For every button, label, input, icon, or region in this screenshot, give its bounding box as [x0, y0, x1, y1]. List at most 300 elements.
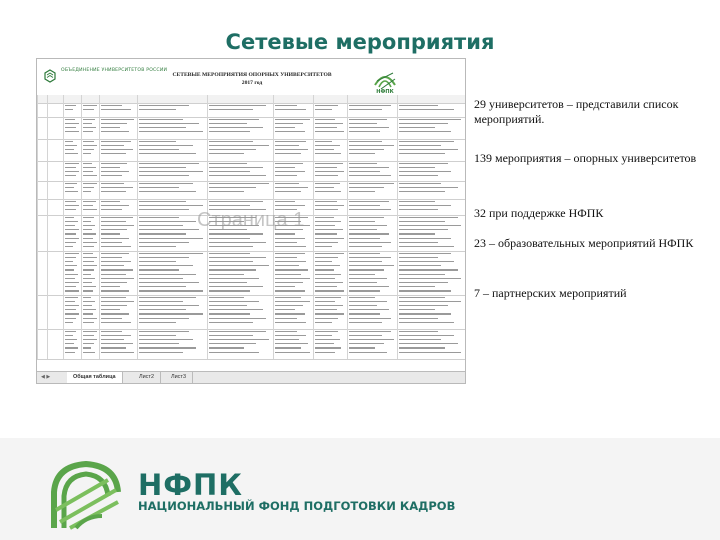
text-line [209, 253, 250, 254]
text-line [65, 313, 79, 314]
table-cell [81, 117, 99, 139]
text-line [315, 301, 335, 302]
text-line [315, 339, 340, 340]
text-line [65, 153, 78, 154]
text-line [139, 229, 199, 230]
text-line [349, 339, 394, 340]
table-cell [81, 295, 99, 329]
text-line [65, 187, 74, 188]
text-line [399, 331, 438, 332]
text-line [315, 305, 343, 306]
logo-name: НФПК [138, 468, 244, 502]
text-line [275, 301, 310, 302]
table-cell [397, 117, 465, 139]
text-line [65, 274, 78, 275]
text-line [349, 257, 391, 258]
text-line [83, 335, 94, 336]
text-line [65, 261, 73, 262]
sheet-tab-list3[interactable]: Лист3 [165, 372, 193, 383]
table-cell [397, 95, 465, 103]
text-line [209, 201, 263, 202]
text-line [209, 242, 266, 243]
text-line [315, 187, 334, 188]
text-line [139, 205, 203, 206]
text-line [349, 313, 380, 314]
text-line [139, 119, 183, 120]
table-cell [63, 103, 81, 117]
table-cell [99, 139, 137, 161]
text-line [65, 127, 76, 128]
text-line [275, 265, 299, 266]
table-cell [207, 117, 273, 139]
text-line [139, 274, 196, 275]
text-line [139, 322, 176, 323]
text-line [101, 246, 131, 247]
text-line [349, 246, 382, 247]
text-line [399, 221, 445, 222]
text-line [139, 269, 179, 270]
text-line [209, 105, 266, 106]
table-cell [397, 251, 465, 295]
text-line [275, 205, 305, 206]
table-cell [313, 181, 347, 199]
text-line [139, 313, 203, 314]
text-line [209, 331, 266, 332]
text-line [315, 261, 332, 262]
text-line [65, 163, 79, 164]
text-line [139, 339, 193, 340]
text-line [315, 127, 337, 128]
text-line [65, 335, 73, 336]
text-line [83, 167, 96, 168]
text-line [65, 201, 76, 202]
text-line [139, 331, 189, 332]
text-line [315, 209, 338, 210]
text-line [65, 217, 74, 218]
text-line [83, 187, 94, 188]
text-line [139, 233, 186, 234]
text-line [101, 331, 122, 332]
table-cell [137, 181, 207, 199]
table-cell [81, 103, 99, 117]
text-line [101, 257, 122, 258]
table-cell [397, 329, 465, 359]
table-row [37, 181, 465, 200]
text-line [65, 343, 74, 344]
text-line [83, 339, 97, 340]
text-line [349, 269, 384, 270]
text-line [83, 301, 95, 302]
table-cell [37, 215, 47, 251]
text-line [65, 105, 76, 106]
text-line [399, 123, 448, 124]
table-cell [47, 329, 63, 359]
text-line [83, 286, 96, 287]
text-line [399, 305, 448, 306]
text-line [349, 229, 377, 230]
text-line [101, 343, 133, 344]
text-line [275, 175, 297, 176]
logo-subtitle: НАЦИОНАЛЬНЫЙ ФОНД ПОДГОТОВКИ КАДРОВ [138, 499, 456, 513]
text-line [65, 265, 77, 266]
text-line [83, 297, 91, 298]
text-line [101, 175, 122, 176]
text-line [399, 286, 435, 287]
text-line [275, 331, 297, 332]
text-line [209, 290, 250, 291]
text-line [83, 163, 92, 164]
text-line [83, 261, 94, 262]
text-line [65, 233, 76, 234]
table-cell [347, 199, 397, 215]
text-line [83, 305, 92, 306]
text-line [139, 225, 183, 226]
table-row [37, 161, 465, 182]
text-line [83, 145, 97, 146]
text-line [315, 257, 338, 258]
text-line [399, 282, 448, 283]
text-line [83, 347, 91, 348]
text-line [315, 171, 344, 172]
table-cell [99, 295, 137, 329]
text-line [275, 246, 306, 247]
text-line [101, 253, 129, 254]
table-cell [37, 329, 47, 359]
text-line [315, 286, 337, 287]
text-line [139, 301, 183, 302]
text-line [139, 221, 196, 222]
text-line [275, 322, 306, 323]
text-line [83, 313, 93, 314]
text-line [83, 131, 93, 132]
text-line [83, 282, 92, 283]
text-line [315, 246, 332, 247]
text-line [349, 145, 394, 146]
text-line [315, 290, 344, 291]
table-row [37, 329, 465, 360]
text-line [349, 205, 380, 206]
text-line [209, 282, 247, 283]
table-cell [47, 161, 63, 181]
text-line [315, 175, 338, 176]
text-line [65, 175, 76, 176]
text-line [83, 221, 91, 222]
text-line [275, 191, 301, 192]
text-line [399, 278, 461, 279]
text-line [209, 335, 253, 336]
text-line [83, 183, 97, 184]
text-line [139, 253, 203, 254]
text-line [349, 123, 377, 124]
text-line [139, 171, 203, 172]
text-line [399, 343, 458, 344]
table-cell [47, 199, 63, 215]
sheet-tab-general[interactable]: Общая таблица [67, 372, 123, 383]
text-line [399, 163, 448, 164]
text-line [315, 318, 338, 319]
text-line [101, 238, 129, 239]
table-cell [347, 181, 397, 199]
table-cell [81, 95, 99, 103]
table-cell [313, 215, 347, 251]
text-line [315, 205, 344, 206]
table-cell [37, 117, 47, 139]
table-cell [81, 329, 99, 359]
text-line [139, 318, 189, 319]
text-line [209, 301, 259, 302]
text-line [83, 141, 94, 142]
text-line [349, 343, 384, 344]
text-line [275, 145, 299, 146]
text-line [315, 225, 335, 226]
table-cell [47, 117, 63, 139]
text-line [275, 352, 310, 353]
table-cell [137, 117, 207, 139]
text-line [139, 246, 176, 247]
text-line [275, 318, 297, 319]
text-line [275, 282, 303, 283]
text-line [65, 322, 73, 323]
text-line [209, 187, 256, 188]
table-cell [397, 103, 465, 117]
text-line [83, 209, 97, 210]
text-line [83, 105, 97, 106]
stat-educational: 23 – образовательных мероприятий НФПК [474, 236, 694, 250]
text-line [83, 322, 94, 323]
text-line [65, 209, 76, 210]
text-line [83, 201, 96, 202]
text-line [315, 183, 340, 184]
text-line [399, 253, 451, 254]
table-row [37, 117, 465, 140]
table-cell [397, 181, 465, 199]
text-line [315, 343, 334, 344]
text-line [349, 153, 375, 154]
table-cell [81, 215, 99, 251]
text-line [139, 265, 193, 266]
text-line [83, 205, 93, 206]
table-cell [207, 139, 273, 161]
table-cell [37, 139, 47, 161]
text-line [275, 238, 305, 239]
sheet-tab-list2[interactable]: Лист2 [133, 372, 161, 383]
text-line [349, 274, 375, 275]
text-line [275, 343, 308, 344]
text-line [139, 105, 189, 106]
text-line [349, 305, 377, 306]
text-line [101, 301, 134, 302]
text-line [275, 278, 310, 279]
text-line [275, 305, 303, 306]
text-line [349, 163, 377, 164]
spreadsheet-preview [36, 58, 466, 384]
text-line [275, 297, 301, 298]
text-line [399, 105, 438, 106]
table-cell [37, 199, 47, 215]
text-line [349, 171, 380, 172]
text-line [315, 309, 337, 310]
text-line [83, 109, 94, 110]
text-line [275, 309, 295, 310]
table-cell [313, 139, 347, 161]
text-line [209, 352, 259, 353]
text-line [139, 297, 196, 298]
table-cell [37, 181, 47, 199]
table-cell [347, 295, 397, 329]
text-line [139, 123, 199, 124]
text-line [315, 313, 344, 314]
text-line [83, 175, 97, 176]
table-cell [397, 215, 465, 251]
table-cell [37, 295, 47, 329]
text-line [399, 229, 448, 230]
text-line [209, 318, 266, 319]
text-line [399, 205, 451, 206]
text-line [139, 127, 186, 128]
text-line [209, 278, 259, 279]
table-cell [273, 95, 313, 103]
text-line [399, 233, 435, 234]
text-line [83, 242, 97, 243]
tab-nav-arrows-icon[interactable]: ◀ ▶ [41, 374, 51, 380]
text-line [101, 335, 131, 336]
table-cell [207, 103, 273, 117]
stat-partner: 7 – партнерских мероприятий [474, 286, 627, 300]
text-line [349, 322, 382, 323]
text-line [139, 163, 199, 164]
table-cell [63, 199, 81, 215]
text-line [399, 141, 454, 142]
text-line [65, 269, 74, 270]
text-line [101, 261, 131, 262]
text-line [83, 253, 93, 254]
text-line [349, 233, 389, 234]
text-line [349, 290, 380, 291]
text-line [209, 123, 247, 124]
text-line [349, 331, 391, 332]
text-line [209, 145, 269, 146]
text-line [209, 265, 269, 266]
text-line [315, 269, 334, 270]
text-line [65, 331, 76, 332]
table-cell [347, 103, 397, 117]
text-line [139, 141, 176, 142]
text-line [83, 119, 95, 120]
text-line [101, 286, 120, 287]
text-line [65, 205, 79, 206]
table-cell [207, 95, 273, 103]
text-line [275, 253, 305, 254]
text-line [65, 221, 78, 222]
text-line [209, 322, 253, 323]
text-line [209, 238, 250, 239]
text-line [139, 343, 179, 344]
table-cell [207, 161, 273, 181]
table-cell [313, 95, 347, 103]
text-line [275, 274, 301, 275]
text-line [139, 175, 189, 176]
text-line [275, 233, 295, 234]
text-line [65, 141, 73, 142]
text-line [101, 131, 129, 132]
text-line [209, 286, 263, 287]
table-cell [273, 139, 313, 161]
text-line [275, 347, 301, 348]
text-line [209, 141, 253, 142]
sheet-tab-bar [37, 371, 465, 384]
text-line [399, 242, 438, 243]
text-line [65, 339, 77, 340]
text-line [315, 217, 334, 218]
table-cell [99, 95, 137, 103]
text-line [399, 217, 458, 218]
text-line [399, 246, 454, 247]
text-line [101, 109, 131, 110]
table-cell [47, 103, 63, 117]
text-line [275, 141, 306, 142]
text-line [209, 343, 256, 344]
text-line [139, 286, 186, 287]
text-line [101, 141, 131, 142]
text-line [349, 352, 387, 353]
table-cell [207, 181, 273, 199]
text-line [83, 233, 96, 234]
table-cell [313, 117, 347, 139]
table-cell [397, 139, 465, 161]
table-cell [207, 329, 273, 359]
table-cell [63, 295, 81, 329]
text-line [65, 109, 73, 110]
text-line [349, 297, 375, 298]
text-line [83, 225, 95, 226]
slide-title: Сетевые мероприятия [225, 30, 495, 54]
text-line [315, 201, 337, 202]
text-line [275, 163, 303, 164]
text-line [349, 225, 387, 226]
text-line [315, 335, 332, 336]
table-cell [313, 329, 347, 359]
text-line [349, 242, 391, 243]
text-line [349, 141, 382, 142]
text-line [65, 297, 78, 298]
text-line [315, 221, 341, 222]
text-line [83, 278, 95, 279]
table-cell [273, 181, 313, 199]
text-line [101, 163, 127, 164]
text-line [349, 221, 375, 222]
text-line [139, 290, 203, 291]
text-line [101, 305, 127, 306]
text-line [139, 145, 193, 146]
text-line [315, 229, 343, 230]
text-line [65, 290, 79, 291]
text-line [275, 183, 299, 184]
text-line [399, 265, 441, 266]
text-line [139, 109, 176, 110]
text-line [65, 242, 76, 243]
text-line [139, 187, 179, 188]
text-line [101, 183, 124, 184]
text-line [399, 149, 458, 150]
table-row [37, 103, 465, 118]
text-line [315, 119, 335, 120]
text-line [101, 209, 122, 210]
table-cell [37, 103, 47, 117]
text-line [315, 297, 341, 298]
text-line [65, 191, 78, 192]
text-line [209, 131, 250, 132]
text-line [349, 109, 382, 110]
